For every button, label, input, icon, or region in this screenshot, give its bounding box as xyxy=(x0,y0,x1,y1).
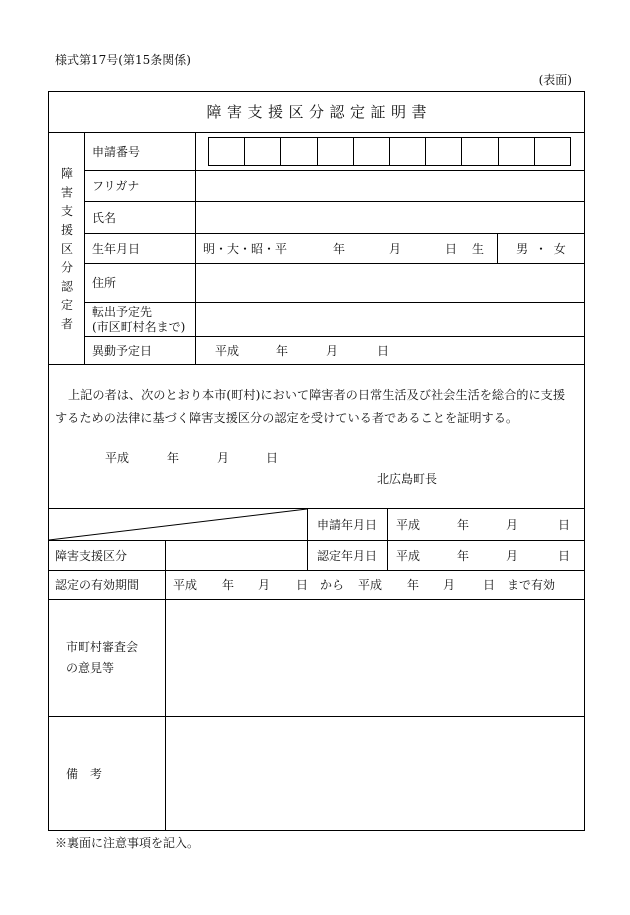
application-date-month-unit: 月 xyxy=(506,517,519,532)
certified-person-section-label: 障害支援区分認定者 xyxy=(59,167,74,337)
application-number-digit-box xyxy=(498,138,534,165)
form-number-label: 様式第17号(第15条関係) xyxy=(55,53,191,67)
birth-date-born-suffix: 生 xyxy=(472,241,485,256)
move-date-year-unit: 年 xyxy=(276,343,289,358)
birth-date-month-unit: 月 xyxy=(389,241,402,256)
certificate-form xyxy=(48,91,585,831)
move-date-field xyxy=(195,336,584,364)
title-cell xyxy=(48,91,584,132)
certified-person-section-cell xyxy=(48,132,84,364)
diagonal-blank-cell xyxy=(48,508,307,540)
application-date-day-unit: 日 xyxy=(558,517,571,532)
birth-date-label: 生年月日 xyxy=(84,233,195,263)
destination-field xyxy=(195,302,584,336)
application-number-digit-box xyxy=(244,138,280,165)
validity-to-year-unit: 年 xyxy=(407,578,420,592)
application-number-digit-box xyxy=(389,138,425,165)
application-number-digit-box xyxy=(461,138,497,165)
application-number-digit-box xyxy=(280,138,316,165)
certificate-title: 障害支援区分認定証明書 xyxy=(206,102,432,121)
birth-date-eras: 明・大・昭・平 xyxy=(203,241,288,256)
application-date-era: 平成 xyxy=(396,517,421,532)
destination-label-line1: 転出予定先 xyxy=(92,304,153,319)
validity-to-era: 平成 xyxy=(358,578,383,592)
certification-text-line1: 上記の者は、次のとおり本市(町村)において障害者の日常生活及び社会生活を総合的に支援 xyxy=(68,388,566,402)
certification-text-line2: するための法律に基づく障害支援区分の認定を受けている者であることを証明する。 xyxy=(55,411,519,425)
validity-to-month-unit: 月 xyxy=(443,578,456,592)
certification-date-day-unit: 日 xyxy=(558,548,571,563)
application-date-year-unit: 年 xyxy=(457,517,470,532)
application-number-field xyxy=(195,132,584,170)
issue-date-year-unit: 年 xyxy=(167,451,180,465)
issue-date-era: 平成 xyxy=(105,451,130,465)
validity-from-year-unit: 年 xyxy=(222,578,235,592)
application-number-digit-box xyxy=(425,138,461,165)
move-date-month-unit: 月 xyxy=(326,343,339,358)
validity-period-label: 認定の有効期間 xyxy=(48,570,165,599)
review-board-opinion-label-line1: 市町村審査会 xyxy=(66,640,139,654)
support-category-label: 障害支援区分 xyxy=(48,540,165,570)
birth-date-day-unit: 日 xyxy=(445,241,458,256)
certification-date-field xyxy=(387,540,584,570)
application-number-digit-box xyxy=(534,138,570,165)
application-date-label: 申請年月日 xyxy=(307,508,387,540)
review-board-opinion-field xyxy=(165,599,584,716)
gender-options: 男 ・ 女 xyxy=(516,242,566,256)
birth-date-year-unit: 年 xyxy=(333,241,346,256)
remarks-field xyxy=(165,716,584,830)
remarks-label: 備 考 xyxy=(48,716,165,830)
destination-label xyxy=(84,302,195,336)
address-label: 住所 xyxy=(84,263,195,302)
application-number-digit-box xyxy=(209,138,244,165)
validity-from-era: 平成 xyxy=(173,578,198,592)
certification-date-era: 平成 xyxy=(396,548,421,563)
issue-date-day-unit: 日 xyxy=(266,451,279,465)
support-category-field xyxy=(165,540,307,570)
side-label: (表面) xyxy=(538,73,572,87)
birth-date-field xyxy=(195,233,497,263)
move-date-era: 平成 xyxy=(215,343,240,358)
footer-note: ※裏面に注意事項を記入。 xyxy=(55,836,200,850)
address-field xyxy=(195,263,584,302)
validity-from-word: から xyxy=(320,578,345,592)
validity-period-field xyxy=(165,570,584,599)
furigana-field xyxy=(195,170,584,201)
issuer-name: 北広島町長 xyxy=(377,472,438,486)
certification-date-month-unit: 月 xyxy=(506,548,519,563)
diagonal-line xyxy=(49,509,307,540)
application-number-label: 申請番号 xyxy=(84,132,195,170)
move-date-day-unit: 日 xyxy=(377,343,390,358)
application-number-boxes xyxy=(208,137,571,166)
gender-field xyxy=(497,233,584,263)
certification-date-year-unit: 年 xyxy=(457,548,470,563)
name-field xyxy=(195,201,584,233)
validity-from-month-unit: 月 xyxy=(258,578,271,592)
application-number-digit-box xyxy=(317,138,353,165)
validity-from-day-unit: 日 xyxy=(296,578,309,592)
certification-date-label: 認定年月日 xyxy=(307,540,387,570)
validity-to-word: まで有効 xyxy=(507,578,556,592)
certification-statement xyxy=(48,364,584,508)
destination-label-line2: (市区町村名まで) xyxy=(92,319,186,334)
validity-to-day-unit: 日 xyxy=(483,578,496,592)
review-board-opinion-label xyxy=(48,599,165,716)
furigana-label: フリガナ xyxy=(84,170,195,201)
name-label: 氏名 xyxy=(84,201,195,233)
issue-date-month-unit: 月 xyxy=(217,451,230,465)
application-date-field xyxy=(387,508,584,540)
move-date-label: 異動予定日 xyxy=(84,336,195,364)
application-number-digit-box xyxy=(353,138,389,165)
review-board-opinion-label-line2: の意見等 xyxy=(66,661,115,675)
